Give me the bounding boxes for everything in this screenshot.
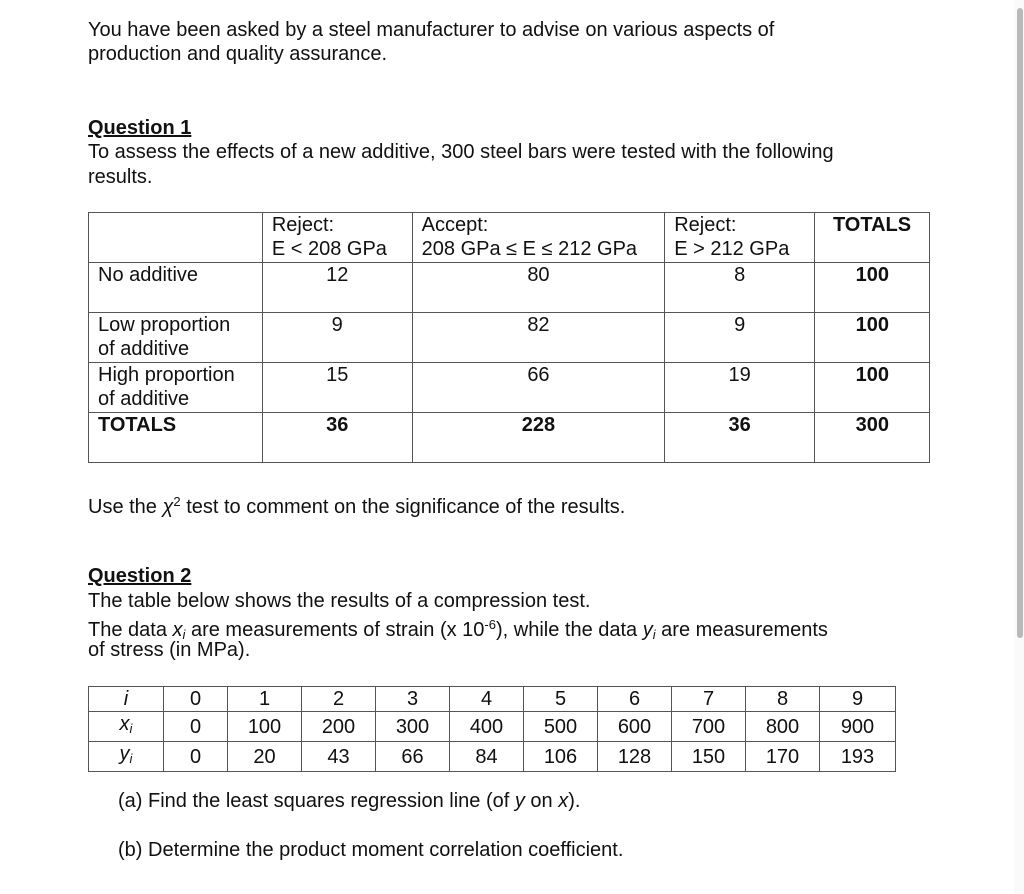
- var-y: y: [514, 790, 525, 812]
- y-value-cell: 193: [820, 742, 896, 772]
- i-value-cell: 5: [524, 687, 598, 712]
- header-totals: TOTALS: [815, 213, 930, 263]
- row-label-x: [89, 712, 164, 742]
- strain-row: [89, 712, 896, 742]
- cell-total: 300: [815, 413, 930, 463]
- header-accept: [412, 213, 665, 263]
- table-row: [89, 363, 930, 413]
- var-x: x: [558, 790, 569, 812]
- instruction-text-start: Use the: [88, 496, 163, 518]
- compression-test-table: [88, 686, 896, 772]
- y-value-cell: 128: [598, 742, 672, 772]
- x-value-cell: 300: [376, 712, 450, 742]
- y-value-cell: 84: [450, 742, 524, 772]
- row-label-line-1: No additive: [98, 264, 199, 286]
- cell-accept: 228: [412, 413, 665, 463]
- header-accept-range: 208 GPa ≤ E ≤ 212 GPa: [421, 238, 638, 260]
- table-row: [89, 263, 930, 313]
- cell-reject-high: 8: [665, 263, 815, 313]
- stress-row: [89, 742, 896, 772]
- text-segment: are measurements of strain (x 10: [185, 619, 485, 641]
- i-value-cell: 8: [746, 687, 820, 712]
- header-reject-low: [262, 213, 412, 263]
- row-label-line-2: of additive: [98, 338, 190, 360]
- cell-reject-low: 36: [262, 413, 412, 463]
- table-row: [89, 313, 930, 363]
- chi-squared-instruction: [88, 490, 625, 519]
- table-header-row: [89, 213, 930, 263]
- subscript-i: i: [182, 627, 186, 642]
- x-value-cell: 600: [598, 712, 672, 742]
- y-value-cell: 0: [164, 742, 228, 772]
- x-value-cell: 0: [164, 712, 228, 742]
- i-value-cell: 4: [450, 687, 524, 712]
- text-segment: on: [524, 790, 559, 812]
- cell-reject-low: 9: [262, 313, 412, 363]
- cell-reject-high: 19: [665, 363, 815, 413]
- header-accept-title: Accept:: [421, 214, 489, 236]
- row-label-no-additive: [89, 263, 263, 313]
- chi-exponent: 2: [173, 494, 181, 509]
- i-value-cell: 1: [228, 687, 302, 712]
- text-segment: are measurements: [655, 619, 828, 641]
- additive-results-table: [88, 212, 930, 463]
- cell-accept: 80: [412, 263, 665, 313]
- header-reject-high: [665, 213, 815, 263]
- i-value-cell: 3: [376, 687, 450, 712]
- row-label-high-proportion: [89, 363, 263, 413]
- row-label-line-1: TOTALS: [98, 414, 177, 436]
- var-y: y: [642, 619, 653, 641]
- subscript-i: i: [129, 751, 133, 766]
- intro-line-2: production and quality assurance.: [88, 43, 388, 65]
- question-2-line-1: The table below shows the results of a compression test.: [88, 590, 591, 612]
- exponent: -6: [484, 617, 496, 632]
- x-value-cell: 200: [302, 712, 376, 742]
- x-value-cell: 900: [820, 712, 896, 742]
- subscript-i: i: [652, 627, 656, 642]
- chi-symbol: χ: [162, 496, 174, 518]
- cell-reject-low: 15: [262, 363, 412, 413]
- x-value-cell: 400: [450, 712, 524, 742]
- row-label-totals: [89, 413, 263, 463]
- text-segment: The data: [88, 619, 173, 641]
- part-a: [118, 789, 580, 813]
- header-reject-high-title: Reject:: [674, 214, 737, 236]
- i-value-cell: 7: [672, 687, 746, 712]
- y-value-cell: 170: [746, 742, 820, 772]
- scrollbar-track[interactable]: [1014, 0, 1024, 894]
- cell-accept: 82: [412, 313, 665, 363]
- table-totals-row: [89, 413, 930, 463]
- cell-total: 100: [815, 313, 930, 363]
- question-1-text-line-2: results.: [88, 166, 153, 188]
- text-segment: (a) Find the least squares regression line (of: [118, 790, 515, 812]
- var-x: x: [172, 619, 183, 641]
- x-value-cell: 100: [228, 712, 302, 742]
- y-value-cell: 106: [524, 742, 598, 772]
- x-value-cell: 800: [746, 712, 820, 742]
- question-1-text-line-1: To assess the effects of a new additive, 300 steel bars were tested with the following: [88, 141, 834, 163]
- question-2-line-3: of stress (in MPa).: [88, 639, 251, 661]
- i-value-cell: 9: [820, 687, 896, 712]
- question-2-heading: Question 2: [88, 565, 192, 587]
- cell-reject-low: 12: [262, 263, 412, 313]
- y-value-cell: 150: [672, 742, 746, 772]
- cell-accept: 66: [412, 363, 665, 413]
- row-label-line-1: High proportion: [98, 364, 235, 386]
- header-reject-high-range: E > 212 GPa: [674, 238, 790, 260]
- x-value-cell: 500: [524, 712, 598, 742]
- var-y: y: [119, 743, 130, 765]
- intro-line-1: You have been asked by a steel manufacturer to advise on various aspects of: [88, 19, 775, 41]
- y-value-cell: 43: [302, 742, 376, 772]
- row-label-y: [89, 742, 164, 772]
- instruction-text-end: test to comment on the significance of the results.: [180, 496, 626, 518]
- y-value-cell: 66: [376, 742, 450, 772]
- header-blank-cell: [89, 213, 263, 263]
- i-value-cell: 0: [164, 687, 228, 712]
- header-reject-low-range: E < 208 GPa: [271, 238, 387, 260]
- cell-reject-high: 36: [665, 413, 815, 463]
- var-x: x: [119, 713, 130, 735]
- i-value-cell: 6: [598, 687, 672, 712]
- text-segment: ).: [568, 790, 581, 812]
- cell-total: 100: [815, 263, 930, 313]
- y-value-cell: 20: [228, 742, 302, 772]
- header-reject-low-title: Reject:: [271, 214, 335, 236]
- x-value-cell: 700: [672, 712, 746, 742]
- row-label-line-1: Low proportion: [98, 314, 231, 336]
- cell-total: 100: [815, 363, 930, 413]
- row-label-i: i: [89, 687, 164, 712]
- i-value-cell: 2: [302, 687, 376, 712]
- question-1-heading: Question 1: [88, 117, 192, 139]
- row-label-line-2: of additive: [98, 388, 190, 410]
- text-segment: ), while the data: [495, 619, 643, 641]
- row-label-low-proportion: [89, 313, 263, 363]
- index-row: [89, 687, 896, 712]
- cell-reject-high: 9: [665, 313, 815, 363]
- subscript-i: i: [129, 721, 133, 736]
- part-b: (b) Determine the product moment correlation coefficient.: [118, 839, 624, 861]
- scrollbar-thumb[interactable]: [1017, 8, 1023, 638]
